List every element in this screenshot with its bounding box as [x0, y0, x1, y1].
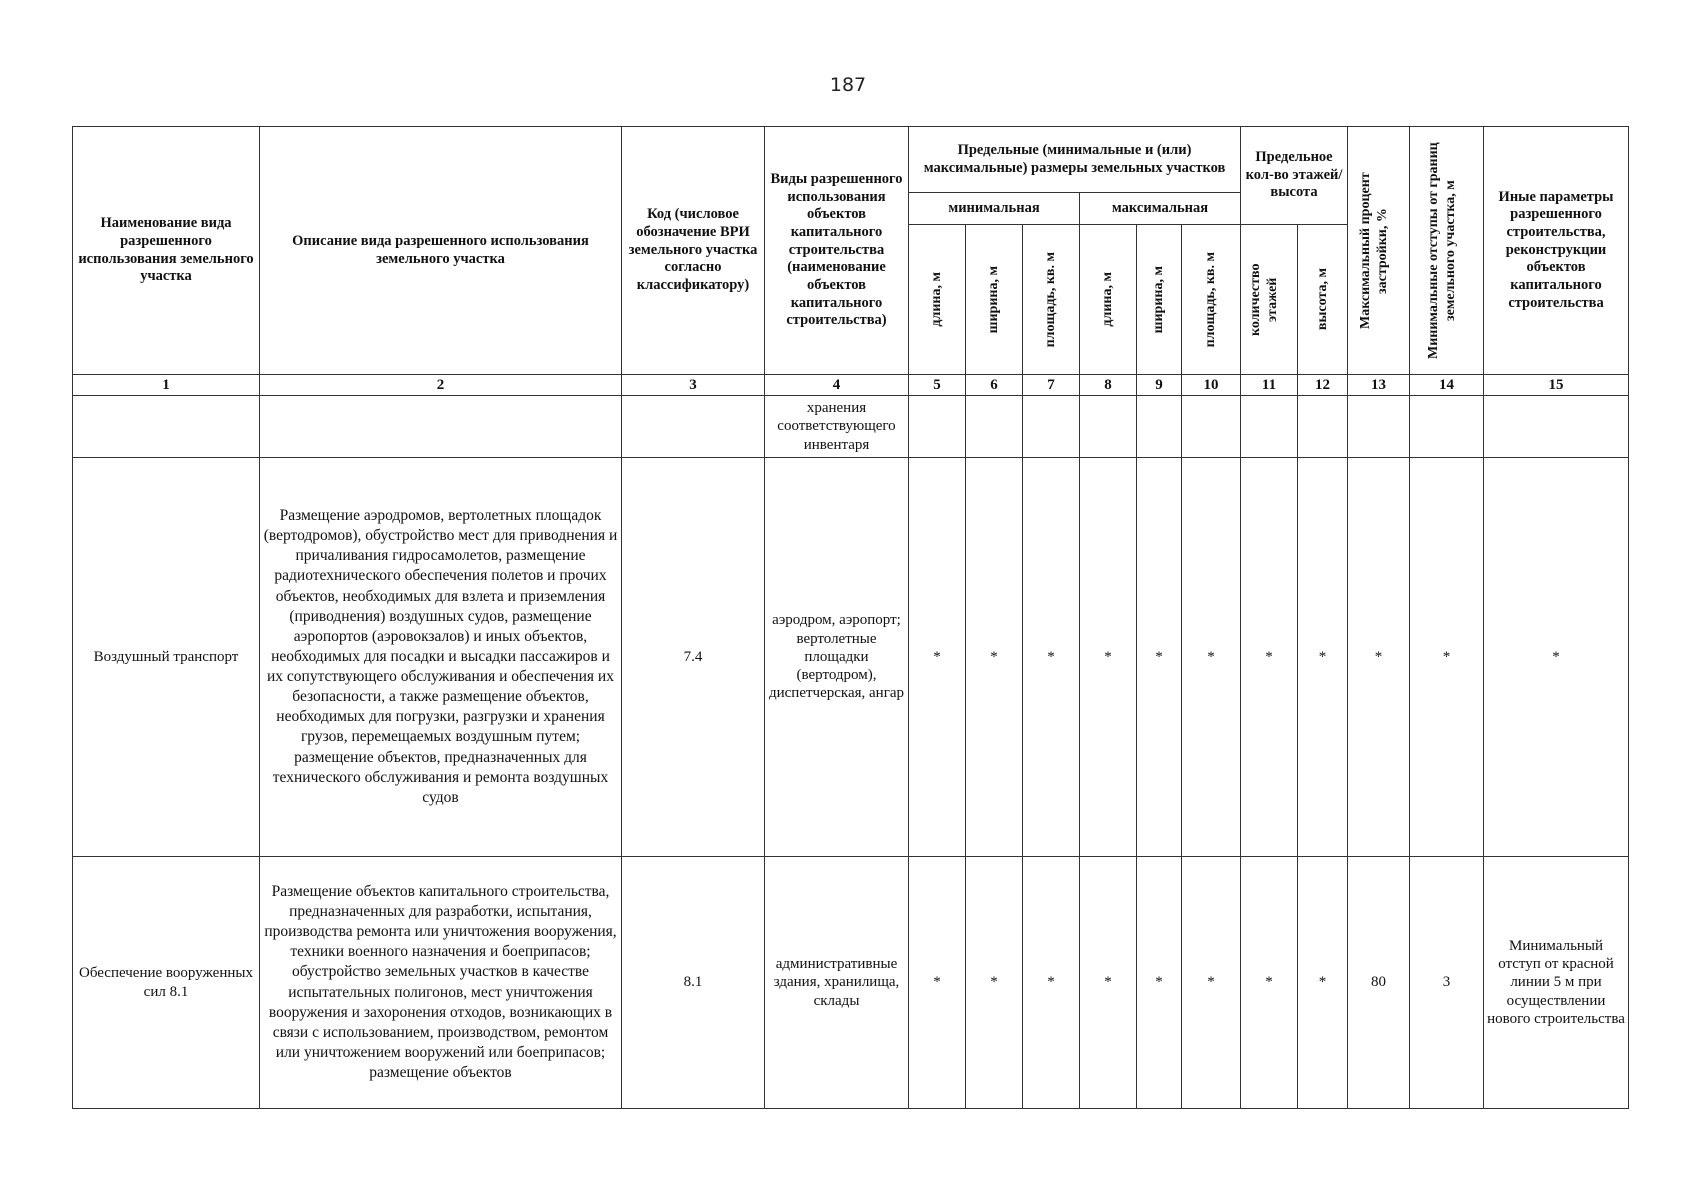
table-row	[73, 396, 1629, 458]
column-number: 4	[765, 375, 909, 396]
table-cell: *	[1080, 857, 1137, 1109]
table-cell: Минимальный отступ от красной линии 5 м при осуществлении нового строительства	[1484, 857, 1629, 1109]
table-cell	[1410, 396, 1484, 458]
table-cell: *	[1137, 458, 1182, 857]
header-vri-code: Код (числовое обозначение ВРИ земельного участка согласно классификатору)	[622, 127, 765, 375]
table-cell: *	[966, 458, 1023, 857]
column-number: 2	[260, 375, 622, 396]
land-use-name: Обеспечение вооруженных сил 8.1	[73, 857, 260, 1109]
table-cell	[1080, 396, 1137, 458]
header-floor-count	[1241, 225, 1298, 375]
header-minimum-group: минимальная	[909, 193, 1080, 225]
table-cell: *	[1298, 458, 1348, 857]
table-cell	[1298, 396, 1348, 458]
table-cell	[1484, 396, 1629, 458]
table-cell: *	[1410, 458, 1484, 857]
column-number: 8	[1080, 375, 1137, 396]
header-floor-limits: Предельное кол-во этажей/высота	[1241, 127, 1348, 225]
land-use-name: Воздушный транспорт	[73, 458, 260, 857]
header-plot-size-limits: Предельные (минимальные и (или) максимальные) размеры земельных участков	[909, 127, 1241, 193]
page-number: 187	[829, 74, 867, 96]
construction-objects: административные здания, хранилища, склады	[765, 857, 909, 1109]
header-min-area	[1023, 225, 1080, 375]
vri-code	[622, 396, 765, 458]
land-use-name	[73, 396, 260, 458]
header-min-setbacks-text: Минимальные отступы от границ земельного участка, м	[1425, 142, 1458, 359]
table-cell	[966, 396, 1023, 458]
vri-code: 8.1	[622, 857, 765, 1109]
table-cell	[1182, 396, 1241, 458]
header-max-length-text: длина, м	[1100, 272, 1116, 327]
column-number: 14	[1410, 375, 1484, 396]
column-number: 12	[1298, 375, 1348, 396]
table-cell	[909, 396, 966, 458]
table-cell	[1348, 396, 1410, 458]
header-other-parameters: Иные параметры разрешенного строительства, реконструкции объектов капитального строительства	[1484, 127, 1629, 375]
header-max-build-percent-text: Максимальный процент застройки, %	[1357, 172, 1390, 329]
land-use-description: Размещение аэродромов, вертолетных площадок (вертодромов), обустройство мест для приводнения и причаливания гидросамолетов, размещение радиотехнического обеспечения полетов и прочих объектов, необходимых для взлета и приземления (приводнения) воздушных судов, размещение аэропортов (аэровокзалов) и иных объектов, необходимых для посадки и высадки пассажиров и их сопутствующего обслуживания и обеспечения их безопасности, а также размещение объектов, необходимых для погрузки, разгрузки и хранения грузов, перемещаемых воздушным путем; размещение объектов, предназначенных для технического обслуживания и ремонта воздушных судов	[260, 458, 622, 857]
table-row	[73, 458, 1629, 857]
vri-code: 7.4	[622, 458, 765, 857]
header-maximum-group: максимальная	[1080, 193, 1241, 225]
header-min-length-text: длина, м	[929, 272, 945, 327]
header-land-use-name: Наименование вида разрешенного использования земельного участка	[73, 127, 260, 375]
table-cell	[1023, 396, 1080, 458]
table-cell: *	[1080, 458, 1137, 857]
table-cell	[1241, 396, 1298, 458]
header-max-width-text: ширина, м	[1151, 265, 1167, 334]
table-cell: 80	[1348, 857, 1410, 1109]
header-max-area-text: площадь, кв. м	[1203, 251, 1219, 348]
header-min-width-text: ширина, м	[986, 265, 1002, 334]
column-number: 10	[1182, 375, 1241, 396]
column-number: 9	[1137, 375, 1182, 396]
table-cell: *	[909, 458, 966, 857]
header-min-length	[909, 225, 966, 375]
table-cell: 3	[1410, 857, 1484, 1109]
table-cell: *	[1023, 857, 1080, 1109]
table-cell: *	[1348, 458, 1410, 857]
construction-objects: хранения соответствующего инвентаря	[765, 396, 909, 458]
column-number: 7	[1023, 375, 1080, 396]
header-min-width	[966, 225, 1023, 375]
zoning-regulations-table	[72, 126, 1629, 1109]
column-number: 5	[909, 375, 966, 396]
header-min-setbacks	[1410, 127, 1484, 375]
header-min-area-text: площадь, кв. м	[1043, 251, 1059, 348]
table-cell	[1137, 396, 1182, 458]
table-cell: *	[966, 857, 1023, 1109]
column-number: 11	[1241, 375, 1298, 396]
header-max-build-percent	[1348, 127, 1410, 375]
land-use-description	[260, 396, 622, 458]
table-cell: *	[1182, 458, 1241, 857]
header-land-use-description: Описание вида разрешенного использования земельного участка	[260, 127, 622, 375]
header-capital-construction-types: Виды разрешенного использования объектов капитального строительства (наименование объектов капитального строительства)	[765, 127, 909, 375]
table-cell: *	[1137, 857, 1182, 1109]
table-cell: *	[1298, 857, 1348, 1109]
table-cell: *	[1241, 857, 1298, 1109]
column-number: 6	[966, 375, 1023, 396]
table-row	[73, 857, 1629, 1109]
table-cell: *	[1484, 458, 1629, 857]
column-number: 13	[1348, 375, 1410, 396]
column-number: 3	[622, 375, 765, 396]
table-cell: *	[1241, 458, 1298, 857]
header-max-width	[1137, 225, 1182, 375]
table-cell: *	[909, 857, 966, 1109]
construction-objects: аэродром, аэропорт; вертолетные площадки (вертодром), диспетчерская, ангар	[765, 458, 909, 857]
column-number: 15	[1484, 375, 1629, 396]
table-cell: *	[1023, 458, 1080, 857]
land-use-description: Размещение объектов капитального строительства, предназначенных для разработки, испытания, производства ремонта или уничтожения вооружения, техники военного назначения и боеприпасов; обустройство земельных участков в качестве испытательных полигонов, мест уничтожения вооружения и захоронения отходов, возникающих в связи с использованием, производством, ремонтом или уничтожением вооружений или боеприпасов; размещение объектов	[260, 857, 622, 1109]
header-height-text: высота, м	[1314, 268, 1330, 331]
table-cell: *	[1182, 857, 1241, 1109]
header-floor-count-text: количество этажей	[1248, 263, 1281, 336]
header-max-area	[1182, 225, 1241, 375]
header-height	[1298, 225, 1348, 375]
header-max-length	[1080, 225, 1137, 375]
column-number: 1	[73, 375, 260, 396]
